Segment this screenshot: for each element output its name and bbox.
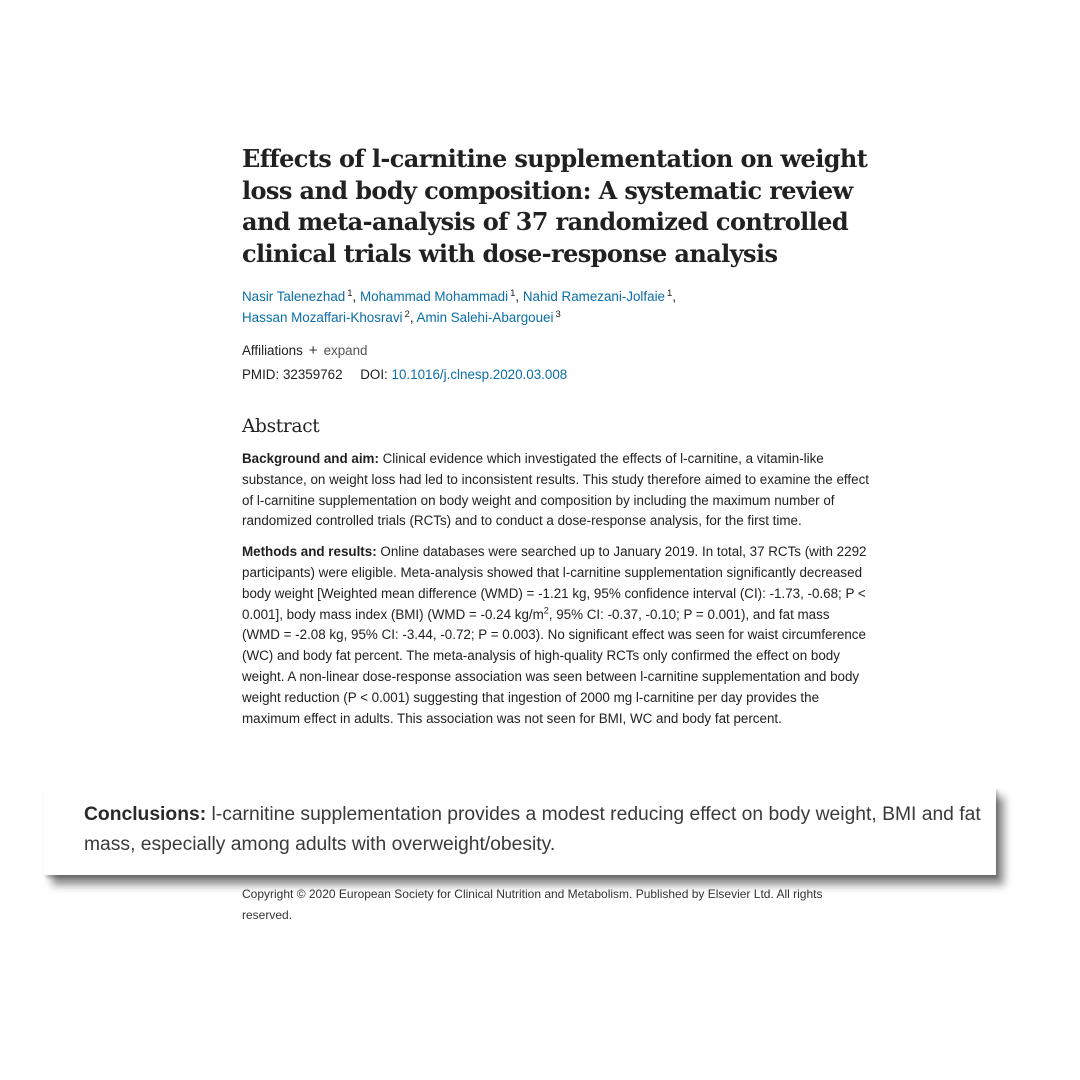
doi-label: DOI: [360,367,388,382]
copyright-notice: Copyright © 2020 European Society for Clinical Nutrition and Metabolism. Published by Elsevier Ltd. All rights reserved. [242,887,823,922]
methods-text-continued: , 95% CI: -0.37, -0.10; P = 0.001), and fat mass (WMD = -2.08 kg, 95% CI: -3.44, -0.72; P = 0.003). No significant effect was seen for waist circumference (WC) and body fat percent. The meta-analysis of high-quality RCTs only confirmed the effect on body weight. A non-linear dose-response association was seen between l-carnitine supplementation and body weight reduction (P < 0.001) suggesting that ingestion of 2000 mg l-carnitine per day provides the maximum effect in adults. This association was not seen for BMI, WC and body fat percent. [242,606,866,726]
background-label: Background and aim: [242,451,379,466]
abstract-heading: Abstract [242,416,320,437]
expand-affiliations-button[interactable]: expand [323,343,368,358]
methods-label: Methods and results: [242,544,377,560]
article [242,143,870,739]
doi-link[interactable]: 10.1016/j.clnesp.2020.03.008 [391,367,568,382]
affiliations-label: Affiliations [242,343,303,358]
affiliation-number: 1 [667,288,673,299]
conclusions-text [84,800,984,860]
affiliations-row [242,339,870,363]
author-link[interactable]: Nasir Talenezhad [242,289,346,304]
affiliation-number: 1 [347,288,353,299]
conclusions-label: Conclusions: [84,804,207,825]
author-link[interactable]: Amin Salehi-Abargouei [416,310,554,325]
abstract-methods [242,542,870,729]
plus-icon[interactable]: + [308,342,318,359]
methods-text: Online databases were searched up to January 2019. In total, 37 RCTs (with 2292 participants) were eligible. Meta-analysis showed that l-carnitine supplementation significantly decreased body weight [Weighted mean difference (WMD) = -1.21 kg, 95% confidence interval (CI): -1.73, -0.68; P < 0.001], body mass index (BMI) (WMD = -0.24 kg/m [242,544,867,622]
author-link[interactable]: Nahid Ramezani-Jolfaie [522,289,666,304]
affiliation-number: 3 [555,309,561,320]
identifiers-row [242,363,870,387]
author-link[interactable]: Mohammad Mohammadi [359,289,509,304]
conclusions-zoom-callout [44,787,996,875]
background-text: Clinical evidence which investigated the effects of l-carnitine, a vitamin-like substance, on weight loss had led to inconsistent results. This study therefore aimed to examine the effect of l-carnitine supplementation on body weight and composition by including the maximum number of randomized controlled trials (RCTs) and to conduct a dose-response analysis, for the first time. [242,451,869,529]
author-list: Nasir Talenezhad $^1$, Mohammad Mohammadi $^1$, Nahid Ramezani-Jolfaie $^1$, Hassan Mozaffari-Khosravi $^2$, Amin Salehi-Abargouei $^3$ [242,288,677,325]
article-title: Effects of l-carnitine supplementation on weight loss and body composition: A systematic review and meta-analysis of 37 randomized controlled clinical trials with dose-response analysis [242,144,868,268]
superscript: 2 [543,605,549,616]
affiliation-number: 1 [510,288,516,299]
abstract-background [242,449,870,532]
pmid-value: 32359762 [282,367,343,382]
conclusions-body: l-carnitine supplementation provides a modest reducing effect on body weight, BMI and fat mass, especially among adults with overweight/obesity. [84,804,981,855]
author-link[interactable]: Hassan Mozaffari-Khosravi [242,310,403,325]
affiliation-number: 2 [404,309,410,320]
pmid-label: PMID: [242,367,280,382]
article-meta [242,339,870,387]
